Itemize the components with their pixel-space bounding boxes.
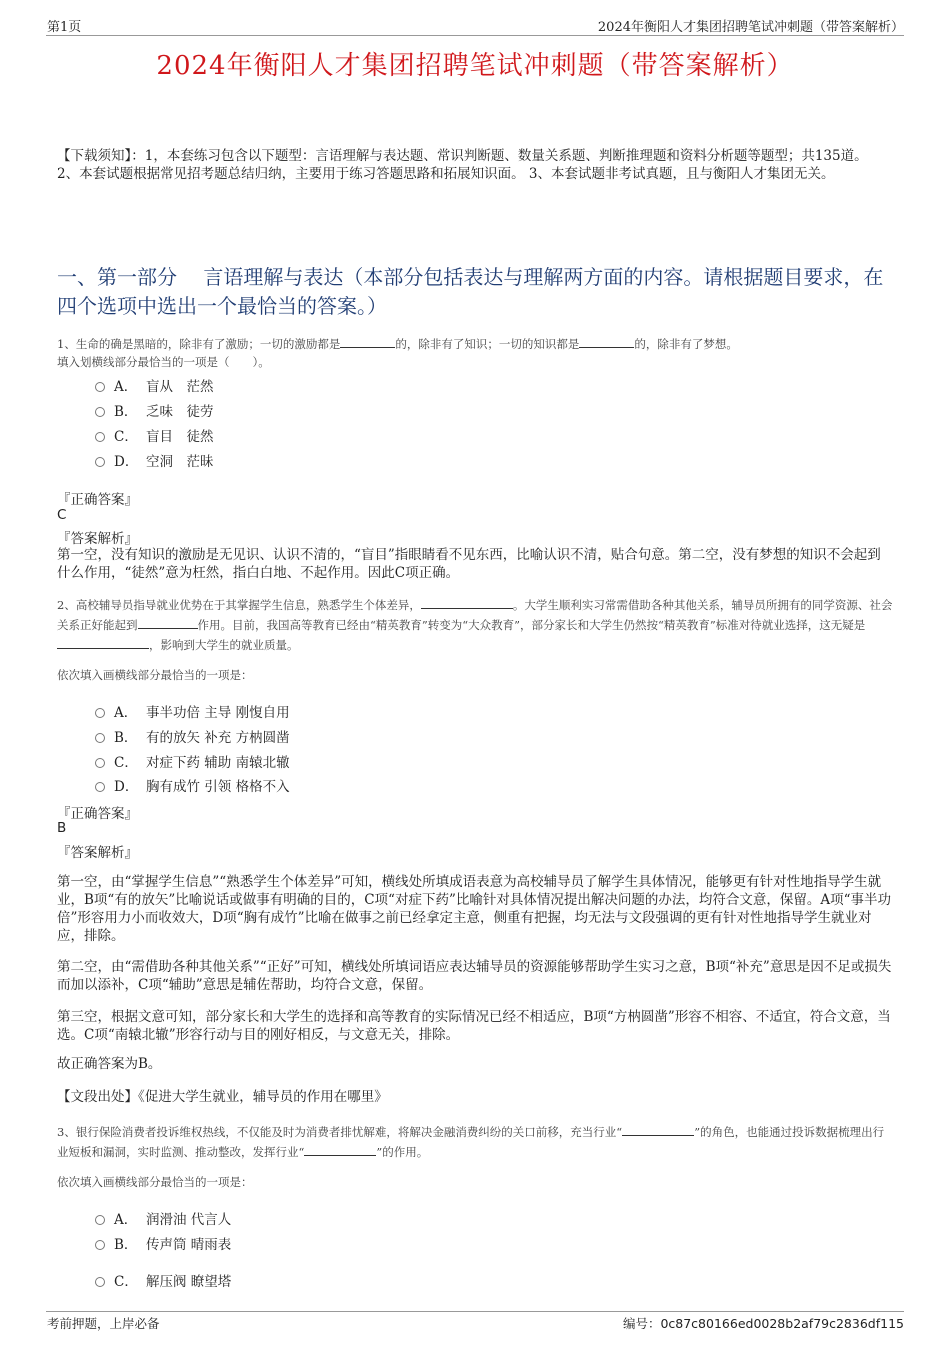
question-3-option-c[interactable]: C． 解压阀 瞭望塔 (95, 1270, 231, 1290)
radio-icon[interactable] (95, 1240, 105, 1250)
radio-icon[interactable] (95, 1215, 105, 1225)
question-2-correct-label: 『正确答案』 (57, 806, 138, 822)
question-1-option-c[interactable]: C． 盲目 徒然 (95, 425, 214, 445)
radio-icon[interactable] (95, 407, 105, 417)
question-1-option-b[interactable]: B． 乏味 徒劳 (95, 400, 214, 420)
header-divider (46, 35, 904, 36)
question-1-analysis-label: 『答案解析』 (57, 531, 138, 547)
question-1-stem: 1、生命的确是黑暗的，除非有了激励；一切的激励都是 的，除非有了知识；一切的知识都是 的，除非有了梦想。 (57, 337, 738, 351)
radio-icon[interactable] (95, 1277, 105, 1287)
question-3-option-b[interactable]: B． 传声筒 晴雨表 (95, 1233, 231, 1253)
question-2-stem: 2、高校辅导员指导就业优势在于其掌握学生信息，熟悉学生个体差异， 。大学生顺利实习常需借助各种其他关系，辅导员所拥有的同学资源、社会关系正好能起到 作用。目前，我国高等教育已经由“精英教育”转变为“大众教育”，部分家长和大学生仍然按“精英教育”标准对待就业选择，这无疑是，影响到大学生的就业质量。 (57, 598, 893, 652)
question-1-answer: C (57, 507, 67, 523)
radio-icon[interactable] (95, 733, 105, 743)
question-2-option-c[interactable]: C． 对症下药 辅助 南辕北辙 (95, 751, 290, 771)
question-2-option-b[interactable]: B． 有的放矢 补充 方枘圆凿 (95, 726, 290, 746)
question-2-analysis-label: 『答案解析』 (57, 845, 138, 861)
question-2-option-d[interactable]: D． 胸有成竹 引领 格格不入 (95, 775, 290, 795)
radio-icon[interactable] (95, 708, 105, 718)
question-2-analysis-p4: 故正确答案为B。 (57, 1056, 162, 1072)
radio-icon[interactable] (95, 758, 105, 768)
page-title: 2024年衡阳人才集团招聘笔试冲刺题（带答案解析） (156, 51, 794, 81)
question-2-analysis-p2: 第二空，由“需借助各种其他关系”“正好”可知，横线处所填词语应表达辅导员的资源能够帮助学生实习之意，B项“补充”意思是因不足或损失而加以添补，C项“辅助”意思是辅佐帮助，均符合文意，保留。 (57, 959, 892, 993)
radio-icon[interactable] (95, 432, 105, 442)
footer-slogan: 考前押题，上岸必备 (47, 1316, 160, 1331)
question-1-analysis: 第一空，没有知识的激励是无见识、认识不清的，“盲目”指眼睛看不见东西，比喻认识不清，贴合句意。第二空，没有梦想的知识不会起到什么作用，“徒然”意为枉然，指白白地、不起作用。因此C项正确。 (57, 547, 881, 581)
radio-icon[interactable] (95, 457, 105, 467)
radio-icon[interactable] (95, 382, 105, 392)
footer-divider (46, 1311, 904, 1312)
question-2-answer: B (57, 820, 67, 836)
question-2-prompt: 依次填入画横线部分最恰当的一项是： (57, 668, 253, 682)
question-1-correct-label: 『正确答案』 (57, 492, 138, 508)
question-2-analysis-p1: 第一空，由“掌握学生信息”“熟悉学生个体差异”可知，横线处所填成语表意为高校辅导员了解学生具体情况，能够更有针对性地指导学生就业，B项“有的放矢”比喻说话或做事有明确的目的，C项“对症下药”比喻针对具体情况提出解决问题的办法，均符合文意，保留。A项“事半功倍”形容用力小而收效大，D项“胸有成竹”比喻在做事之前已经拿定主意，侧重有把握，均无法与文段强调的更有针对性地指导学生就业对应，排除。 (57, 874, 892, 944)
question-2-source: 【文段出处】《促进大学生就业，辅导员的作用在哪里》 (57, 1089, 388, 1105)
question-1-option-a[interactable]: A． 盲从 茫然 (95, 375, 214, 395)
header-doc-title: 2024年衡阳人才集团招聘笔试冲刺题（带答案解析） (597, 20, 904, 35)
question-3-option-a[interactable]: A． 润滑油 代言人 (95, 1208, 231, 1228)
download-notice: 【下载须知】：1，本套练习包含以下题型：言语理解与表达题、常识判断题、数量关系题、判断推理题和资料分析题等题型；共135道。 2、本套试题根据常见招考题总结归纳，主要用于练习答题思路和拓展知识面。 3、本套试题非考试真题，且与衡阳人才集团无关。 (57, 148, 868, 182)
question-3-prompt: 依次填入画横线部分最恰当的一项是： (57, 1175, 253, 1189)
footer-doc-code: 编号：0c87c80166ed0028b2af79c2836df115 (622, 1316, 904, 1331)
question-1-prompt: 填入划横线部分最恰当的一项是（ ）。 (57, 355, 270, 369)
question-1-option-d[interactable]: D． 空洞 茫昧 (95, 450, 214, 470)
header-page-number: 第1页 (47, 20, 82, 35)
question-3-stem: 3、银行保险消费者投诉维权热线，不仅能及时为消费者排忧解难，将解决金融消费纠纷的关口前移，充当行业“ ”的角色，也能通过投诉数据梳理出行业短板和漏洞，实时监测、推动整改，发挥行业“ ”的作用。 (57, 1125, 885, 1159)
question-2-analysis-p3: 第三空，根据文意可知，部分家长和大学生的选择和高等教育的实际情况已经不相适应，B项“方枘圆凿”形容不相容、不适宜，符合文意，当选。C项“南辕北辙”形容行动与目的刚好相反，与文意无关，排除。 (57, 1009, 891, 1043)
radio-icon[interactable] (95, 782, 105, 792)
section-heading: 一、第一部分 言语理解与表达（本部分包括表达与理解两方面的内容。请根据题目要求，在四个选项中选出一个最恰当的答案。） (57, 265, 884, 318)
question-2-option-a[interactable]: A． 事半功倍 主导 刚愎自用 (95, 701, 290, 721)
